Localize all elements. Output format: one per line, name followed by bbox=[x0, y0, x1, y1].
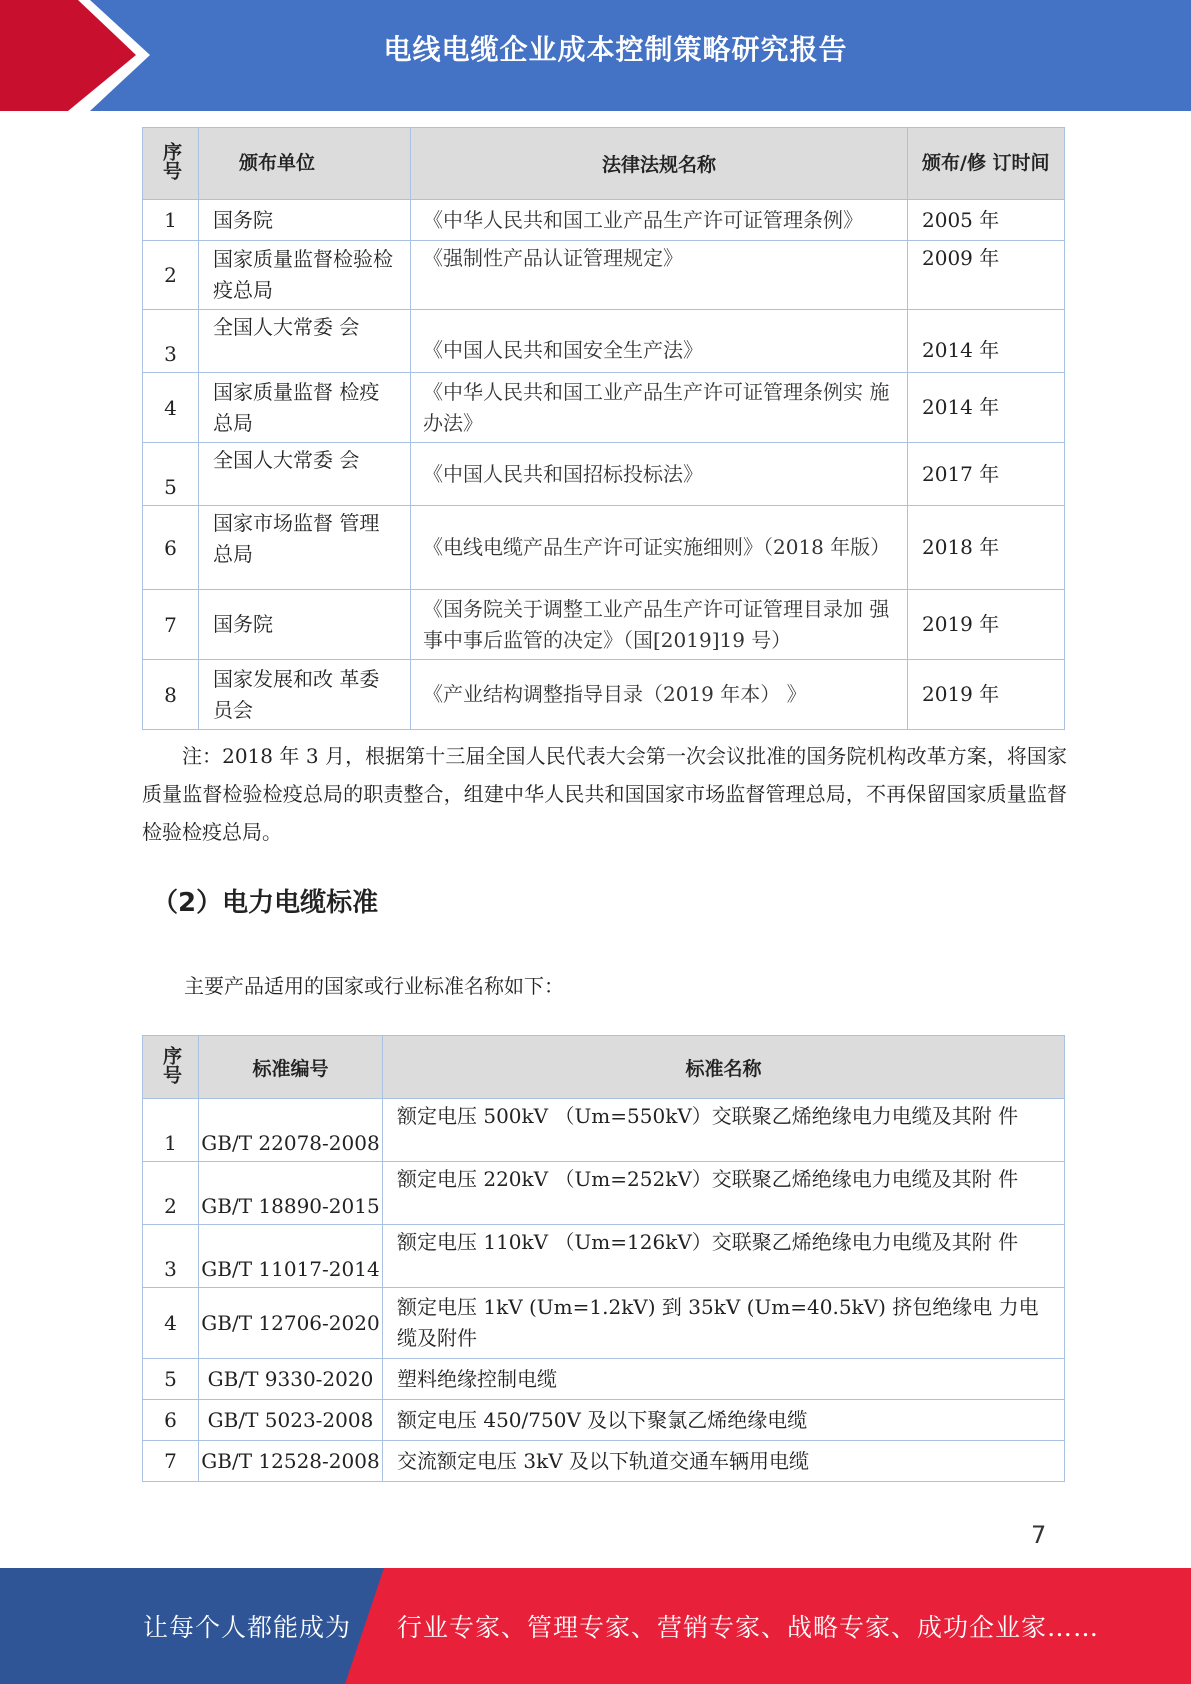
header-seq: 序号 bbox=[143, 128, 199, 200]
table-row bbox=[143, 506, 1065, 590]
row-law-name: 《产业结构调整指导目录（2019 年本） 》 bbox=[411, 660, 908, 730]
table-row bbox=[143, 241, 1065, 310]
table-row bbox=[143, 1162, 1065, 1225]
footer-slogan-left: 让每个人都能成为 bbox=[143, 1613, 352, 1642]
table-row bbox=[143, 1441, 1065, 1482]
row-seq: 3 bbox=[143, 1225, 199, 1288]
header-seq: 序号 bbox=[143, 1036, 199, 1099]
table-row bbox=[143, 660, 1065, 730]
row-date: 2017 年 bbox=[908, 443, 1065, 506]
row-issuer: 全国人大常委 会 bbox=[199, 443, 411, 506]
row-standard-name: 额定电压 1kV (Um=1.2kV) 到 35kV (Um=40.5kV) 挤包绝缘电 力电缆及附件 bbox=[383, 1288, 1065, 1359]
row-law-name: 《国务院关于调整工业产品生产许可证管理目录加 强事中事后监管的决定》（国[2019]19 号） bbox=[411, 590, 908, 660]
row-seq: 2 bbox=[143, 1162, 199, 1225]
row-seq: 4 bbox=[143, 1288, 199, 1359]
table-row bbox=[143, 1225, 1065, 1288]
row-seq: 5 bbox=[143, 1359, 199, 1400]
table-row bbox=[143, 373, 1065, 443]
header-standard-name: 标准名称 bbox=[383, 1036, 1065, 1099]
row-code: GB/T 18890-2015 bbox=[199, 1162, 383, 1225]
table-row bbox=[143, 1288, 1065, 1359]
row-issuer: 国家市场监督 管理总局 bbox=[199, 506, 411, 590]
row-code: GB/T 22078-2008 bbox=[199, 1099, 383, 1162]
table-row bbox=[143, 1099, 1065, 1162]
row-seq: 5 bbox=[143, 443, 199, 506]
row-law-name: 《强制性产品认证管理规定》 bbox=[411, 241, 908, 310]
row-seq: 1 bbox=[143, 1099, 199, 1162]
row-date: 2019 年 bbox=[908, 590, 1065, 660]
row-standard-name: 交流额定电压 3kV 及以下轨道交通车辆用电缆 bbox=[383, 1441, 1065, 1482]
row-date: 2005 年 bbox=[908, 200, 1065, 241]
row-code: GB/T 12706-2020 bbox=[199, 1288, 383, 1359]
row-law-name: 《中华人民共和国工业产品生产许可证管理条例实 施办法》 bbox=[411, 373, 908, 443]
header-banner bbox=[0, 0, 1191, 111]
header-date: 颁布/修 订时间 bbox=[908, 128, 1065, 200]
row-law-name: 《电线电缆产品生产许可证实施细则》（2018 年版） bbox=[411, 506, 908, 590]
row-seq: 7 bbox=[143, 1441, 199, 1482]
row-standard-name: 额定电压 500kV （Um=550kV）交联聚乙烯绝缘电力电缆及其附 件 bbox=[383, 1099, 1065, 1162]
row-code: GB/T 11017-2014 bbox=[199, 1225, 383, 1288]
laws-table bbox=[142, 127, 1065, 730]
row-issuer: 国家质量监督 检疫总局 bbox=[199, 373, 411, 443]
row-issuer: 国务院 bbox=[199, 200, 411, 241]
row-code: GB/T 9330-2020 bbox=[199, 1359, 383, 1400]
header-law-name: 法律法规名称 bbox=[411, 128, 908, 200]
page-number: 7 bbox=[1031, 1521, 1047, 1549]
row-issuer: 国家质量监督检验检疫总局 bbox=[199, 241, 411, 310]
row-issuer: 全国人大常委 会 bbox=[199, 310, 411, 373]
row-standard-name: 额定电压 450/750V 及以下聚氯乙烯绝缘电缆 bbox=[383, 1400, 1065, 1441]
row-standard-name: 塑料绝缘控制电缆 bbox=[383, 1359, 1065, 1400]
row-standard-name: 额定电压 110kV （Um=126kV）交联聚乙烯绝缘电力电缆及其附 件 bbox=[383, 1225, 1065, 1288]
row-seq: 6 bbox=[143, 506, 199, 590]
row-standard-name: 额定电压 220kV （Um=252kV）交联聚乙烯绝缘电力电缆及其附 件 bbox=[383, 1162, 1065, 1225]
row-date: 2009 年 bbox=[908, 241, 1065, 310]
row-issuer: 国家发展和改 革委员会 bbox=[199, 660, 411, 730]
standards-table bbox=[142, 1035, 1065, 1482]
row-seq: 4 bbox=[143, 373, 199, 443]
table-row bbox=[143, 1359, 1065, 1400]
row-seq: 8 bbox=[143, 660, 199, 730]
row-seq: 2 bbox=[143, 241, 199, 310]
table-row bbox=[143, 200, 1065, 241]
footer-slogan-right: 行业专家、管理专家、营销专家、战略专家、成功企业家…… bbox=[397, 1613, 1100, 1642]
report-title: 电线电缆企业成本控制策略研究报告 bbox=[383, 33, 848, 66]
row-code: GB/T 12528-2008 bbox=[199, 1441, 383, 1482]
laws-table-header-row bbox=[143, 128, 1065, 200]
section-heading: （2）电力电缆标准 bbox=[152, 888, 379, 918]
standards-table-header-row bbox=[143, 1036, 1065, 1099]
row-seq: 3 bbox=[143, 310, 199, 373]
table-row bbox=[143, 310, 1065, 373]
row-date: 2019 年 bbox=[908, 660, 1065, 730]
row-seq: 7 bbox=[143, 590, 199, 660]
section-intro: 主要产品适用的国家或行业标准名称如下： bbox=[184, 974, 564, 998]
note-paragraph: 注：2018 年 3 月，根据第十三届全国人民代表大会第一次会议批准的国务院机构改革方案，将国家质量监督检验检疫总局的职责整合，组建中华人民共和国国家市场监督管理总局，不再保留国家质量监督检验检疫总局。 bbox=[142, 744, 1067, 844]
header-code: 标准编号 bbox=[199, 1036, 383, 1099]
row-seq: 6 bbox=[143, 1400, 199, 1441]
row-law-name: 《中国人民共和国招标投标法》 bbox=[411, 443, 908, 506]
row-date: 2014 年 bbox=[908, 310, 1065, 373]
table-row bbox=[143, 1400, 1065, 1441]
footer-banner bbox=[0, 1568, 1191, 1684]
table-row bbox=[143, 443, 1065, 506]
header-issuer: 颁布单位 bbox=[199, 128, 411, 200]
row-date: 2018 年 bbox=[908, 506, 1065, 590]
row-seq: 1 bbox=[143, 200, 199, 241]
row-issuer: 国务院 bbox=[199, 590, 411, 660]
row-law-name: 《中华人民共和国工业产品生产许可证管理条例》 bbox=[411, 200, 908, 241]
row-date: 2014 年 bbox=[908, 373, 1065, 443]
row-code: GB/T 5023-2008 bbox=[199, 1400, 383, 1441]
table-row bbox=[143, 590, 1065, 660]
row-law-name: 《中国人民共和国安全生产法》 bbox=[411, 310, 908, 373]
